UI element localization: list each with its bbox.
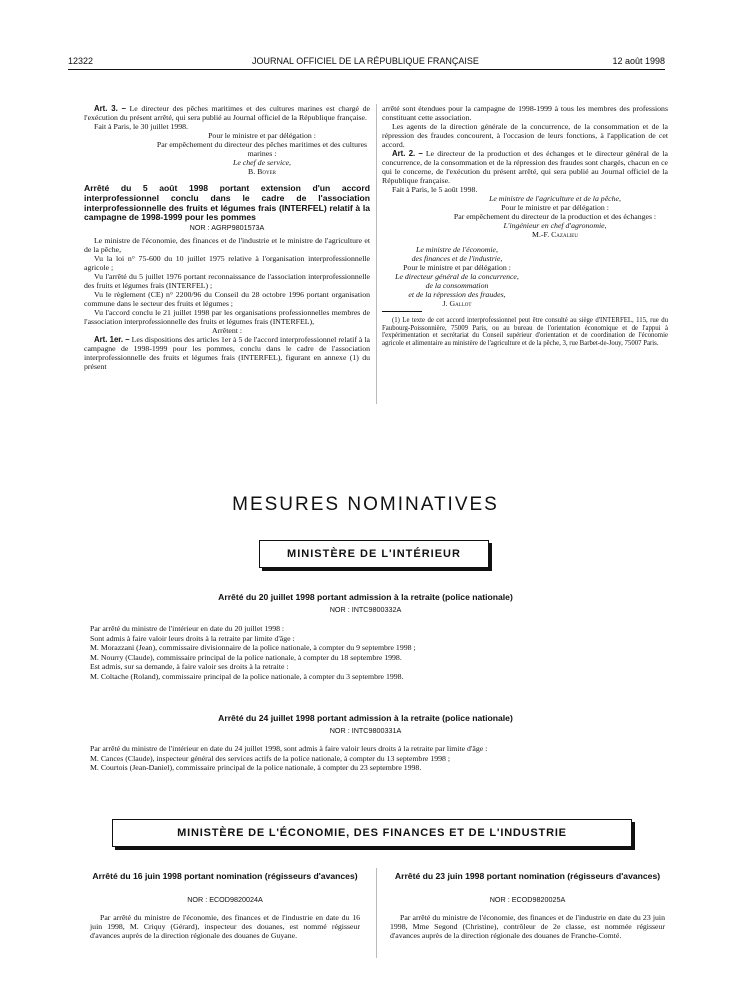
sig-a-5: M.-F. Cazalieu: [532, 230, 578, 239]
sig-left-3: Le chef de service,: [232, 158, 292, 167]
a2-line-1: Par arrêté du ministre de l'intérieur en date du 24 juillet 1998, sont admis à faire valoir leurs droits à la retraite par limite d'âge :: [90, 744, 488, 753]
sig-a-4: L'ingénieur en chef d'agronomie,: [503, 221, 607, 230]
a1-line-5: Est admis, sur sa demande, à faire valoir ses droits à la retraite :: [90, 662, 289, 672]
b1-title: Arrêté du 16 juin 1998 portant nomination (régisseurs d'avances): [92, 871, 358, 881]
para-3: Vu l'arrêté du 5 juillet 1976 portant reconnaissance de l'association interprofessionnelle des fruits et légumes frais (INTERFEL) ;: [84, 272, 370, 291]
b1-text: Par arrêté du ministre de l'économie, des finances et de l'industrie en date du 16 juin 1998, M. Criquy (Gérard), inspecteur des douanes, est nommé régisseur d'avances auprès de la direction régionale des douanes de Guyane.: [90, 913, 360, 940]
a2-line-3: M. Courtois (Jean-Daniel), commissaire principal de la police nationale, à compter du 23 septembre 1998.: [90, 763, 422, 773]
section-title: MESURES NOMINATIVES: [232, 494, 499, 515]
a1-line-4: M. Nourry (Claude), commissaire principal de la police nationale, à compter du 18 septembre 1998.: [90, 652, 402, 662]
done-at-left: Fait à Paris, le 30 juillet 1998.: [94, 122, 188, 131]
footnote-rule: [382, 311, 422, 312]
sig-b-5: de la consommation: [425, 281, 489, 290]
para-1: Le ministre de l'économie, des finances et de l'industrie et le ministre de l'agriculture et de la pêche,: [84, 236, 370, 255]
a2-line-2: M. Cances (Claude), inspecteur général des services actifs de la police nationale, à compter du 13 septembre 1998 ;: [90, 753, 451, 763]
b2-nor: NOR : ECOD9820025A: [489, 895, 566, 904]
art2-label: Art. 2. –: [392, 149, 423, 158]
left-column: [84, 104, 370, 371]
bottom-divider: [376, 868, 377, 958]
a1-nor: NOR : INTC9800332A: [329, 605, 402, 614]
art2-text: Le directeur de la production et des échanges et le directeur général de la concurrence, de la consommation et de la répression des fraudes sont chargés, chacun en ce qui le concerne, de l'exécution du présent arrêté, qui sera publié au Journal officiel de la République française.: [382, 149, 668, 185]
ministry-economy-label: MINISTÈRE DE L'ÉCONOMIE, DES FINANCES ET DE L'INDUSTRIE: [177, 827, 567, 839]
sig-b-6: et de la répression des fraudes,: [408, 290, 506, 299]
sig-b-1: Le ministre de l'économie,: [416, 245, 498, 254]
art3-label: Art. 3. –: [94, 104, 126, 113]
header-rule: [68, 69, 665, 70]
b1-nor: NOR : ECOD9820024A: [187, 895, 263, 904]
sig-a-3: Par empêchement du directeur de la production et des échanges :: [453, 212, 657, 221]
para-2: Vu la loi n° 75-600 du 10 juillet 1975 relative à l'organisation interprofessionnelle agricole ;: [84, 254, 370, 273]
b2-title: Arrêté du 23 juin 1998 portant nomination (régisseurs d'avances): [394, 871, 661, 881]
b2-text: Par arrêté du ministre de l'économie, des finances et de l'industrie en date du 23 juin 1998, Mme Segond (Christine), contrôleur de 2e classe, est nommée régisseur d'avances auprès de la direction régionale des douanes de Franche-Comté.: [390, 913, 665, 940]
sig-left-2: Par empêchement du directeur des pêches maritimes et des cultures marines :: [156, 140, 368, 158]
ministry-interior-label: MINISTÈRE DE L'INTÉRIEUR: [287, 548, 461, 560]
sig-b-3: Pour le ministre et par délégation :: [403, 263, 511, 272]
a2-title: Arrêté du 24 juillet 1998 portant admission à la retraite (police nationale): [218, 713, 513, 723]
issue-date: 12 août 1998: [612, 56, 665, 66]
arrete-nor: NOR : AGRP9801573A: [189, 223, 265, 233]
done-at-right: Fait à Paris, le 5 août 1998.: [392, 185, 478, 194]
para-5: Vu l'accord conclu le 21 juillet 1998 par les organisations professionnelles membres de l'association interprofessionnelle des fruits et légumes frais (INTERFEL),: [84, 308, 370, 327]
arretent: Arrêtent :: [211, 326, 243, 336]
art3-text: Le directeur des pêches maritimes et des cultures marines est chargé de l'exécution du présent arrêté, qui sera publié au Journal officiel de la République française.: [84, 104, 370, 122]
right-cont: arrêté sont étendues pour la campagne de 1998-1999 à tous les membres des professions constituant cette association.: [382, 104, 668, 122]
sig-left-4: B. Boyer: [248, 167, 276, 176]
ministry-interior-box: [259, 540, 489, 568]
sig-a-1: Le ministre de l'agriculture et de la pêche,: [489, 194, 621, 203]
right-agents: Les agents de la direction générale de la concurrence, de la consommation et de la répression des fraudes concourent, à l'occasion de leurs fonctions, à l'application de cet accord.: [382, 122, 668, 149]
a1-line-3: M. Morazzani (Jean), commissaire divisionnaire de la police nationale, à compter du 9 septembre 1998 ;: [90, 643, 416, 653]
sig-b-7: J. Gallot: [442, 299, 472, 308]
para-4: Vu le règlement (CE) n° 2200/96 du Conseil du 28 octobre 1996 portant organisation commune dans le secteur des fruits et légumes ;: [84, 290, 370, 309]
a1-line-1: Par arrêté du ministre de l'intérieur en date du 20 juillet 1998 :: [90, 624, 285, 633]
sig-b-2: des finances et de l'industrie,: [411, 254, 503, 263]
sig-a-2: Pour le ministre et par délégation :: [501, 203, 609, 212]
a2-body: [90, 744, 665, 773]
art1-label: Art. 1er. –: [94, 335, 130, 345]
column-divider: [376, 104, 377, 404]
arrete-title: Arrêté du 5 août 1998 portant extension d'un accord interprofessionnel conclu dans le cadre de l'association interprofessionnelle des fruits et légumes frais (INTERFEL) relatif à la campagne de 1998-1999 pour les pommes: [84, 183, 370, 223]
a2-nor: NOR : INTC9800331A: [329, 726, 402, 735]
right-column: [382, 104, 668, 347]
a1-line-2: Sont admis à faire valoir leurs droits à la retraite par limite d'âge :: [90, 633, 295, 643]
footnote: (1) Le texte de cet accord interprofessionnel peut être consulté au siège d'INTERFEL, 115, rue du Faubourg-Poissonnière, 75009 Paris, ou au bureau de l'orientation économique et de l'appui à l'expérimentation et secrétariat du Conseil supérieur d'orientation et de coordination de l'économie agricole et alimentaire au ministère de l'agriculture et de la pêche, 3, rue Barbet-de-Jouy, 75007 Paris.: [382, 317, 668, 347]
art1-text: Les dispositions des articles 1er à 5 de l'accord interprofessionnel relatif à la campagne de 1998-1999 pour les pommes, conclu dans le cadre de l'association interprofessionnelle des fruits et légumes frais (INTERFEL), figurant en annexe (1) du présent: [84, 335, 371, 372]
sig-left-1: Pour le ministre et par délégation :: [208, 131, 316, 140]
b2-body: [390, 913, 665, 940]
a1-body: [90, 624, 665, 682]
journal-title: JOURNAL OFFICIEL DE LA RÉPUBLIQUE FRANÇAISE: [252, 56, 479, 66]
ministry-economy-box: [112, 819, 632, 847]
page-number: 12322: [68, 56, 94, 66]
a1-title: Arrêté du 20 juillet 1998 portant admission à la retraite (police nationale): [218, 592, 513, 602]
a1-line-6: M. Coltache (Roland), commissaire principal de la police nationale, à compter du 3 septembre 1998.: [90, 671, 404, 681]
sig-b-4: Le directeur général de la concurrence,: [395, 272, 519, 281]
b1-body: [90, 913, 360, 940]
